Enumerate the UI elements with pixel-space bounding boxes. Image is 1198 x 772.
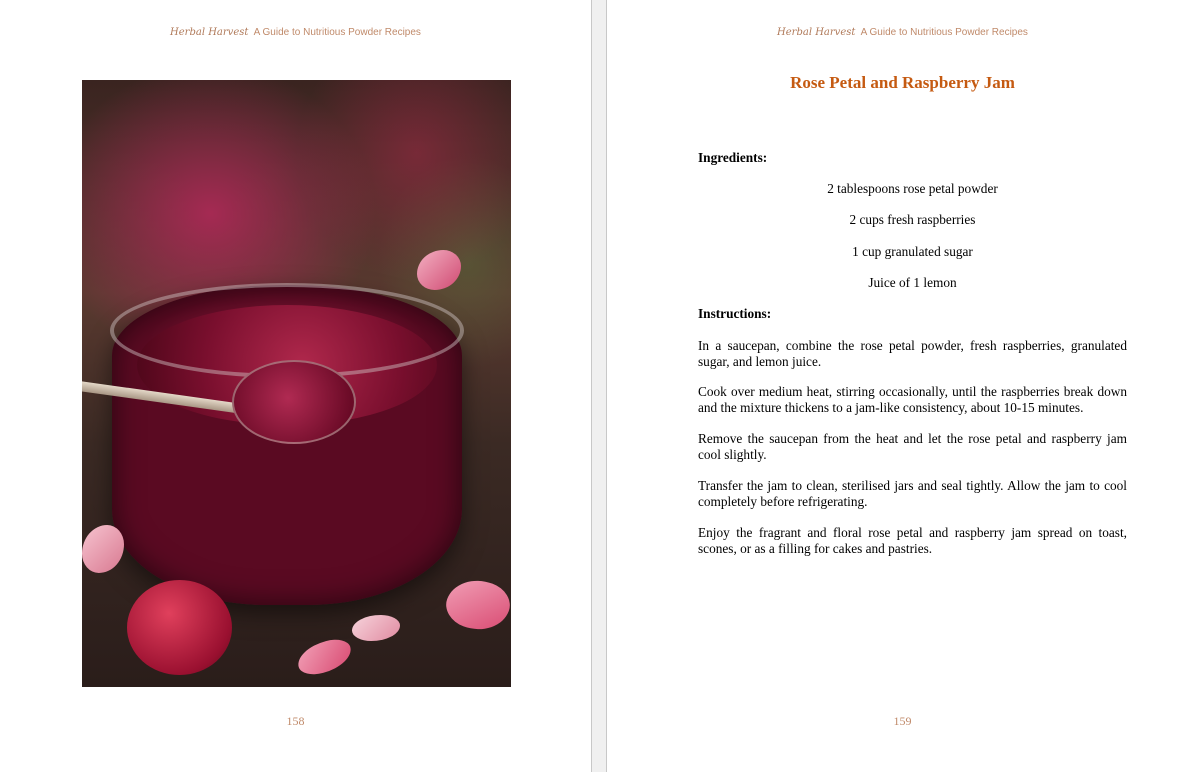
- rose-petal: [440, 571, 511, 639]
- running-header: [607, 27, 1198, 38]
- raspberry: [127, 580, 232, 675]
- header-script-title: Herbal Harvest: [170, 27, 249, 38]
- header-subtitle: A Guide to Nutritious Powder Recipes: [253, 27, 421, 38]
- left-page: [0, 0, 591, 772]
- page-number-right: 159: [893, 714, 912, 728]
- right-page: [607, 0, 1198, 772]
- instructions-heading: Instructions:: [698, 306, 772, 321]
- running-header: [0, 27, 591, 38]
- recipe-content: [698, 150, 1127, 557]
- jam-jar-photo: [82, 80, 511, 687]
- recipe-title: Rose Petal and Raspberry Jam: [790, 73, 1015, 92]
- instruction-step: Enjoy the fragrant and floral rose petal and raspberry jam spread on toast, scones, or as a filling for cakes and pastries.: [698, 525, 1127, 556]
- instruction-step: In a saucepan, combine the rose petal powder, fresh raspberries, granulated sugar, and lemon juice.: [698, 338, 1127, 369]
- ingredient-item: 2 tablespoons rose petal powder: [827, 181, 998, 196]
- rose-petal: [417, 250, 461, 290]
- rose-petal: [294, 635, 355, 678]
- rose-petal: [82, 525, 124, 573]
- ingredient-item: 1 cup granulated sugar: [852, 244, 973, 259]
- header-script-title: Herbal Harvest: [777, 27, 856, 38]
- instruction-step: Remove the saucepan from the heat and let the rose petal and raspberry jam cool slightly.: [698, 431, 1127, 462]
- header-subtitle: A Guide to Nutritious Powder Recipes: [860, 27, 1028, 38]
- page-gutter: [591, 0, 607, 772]
- spoon-bowl: [232, 360, 356, 444]
- ingredient-item: Juice of 1 lemon: [868, 275, 957, 290]
- page-number-left: 158: [286, 714, 305, 728]
- ingredients-heading: Ingredients:: [698, 150, 768, 165]
- rose-petal: [352, 615, 400, 641]
- ingredient-item: 2 cups fresh raspberries: [849, 212, 976, 227]
- instruction-step: Cook over medium heat, stirring occasionally, until the raspberries break down and the mixture thickens to a jam-like consistency, about 10-15 minutes.: [698, 384, 1127, 415]
- instruction-step: Transfer the jam to clean, sterilised jars and seal tightly. Allow the jam to cool completely before refrigerating.: [698, 478, 1127, 509]
